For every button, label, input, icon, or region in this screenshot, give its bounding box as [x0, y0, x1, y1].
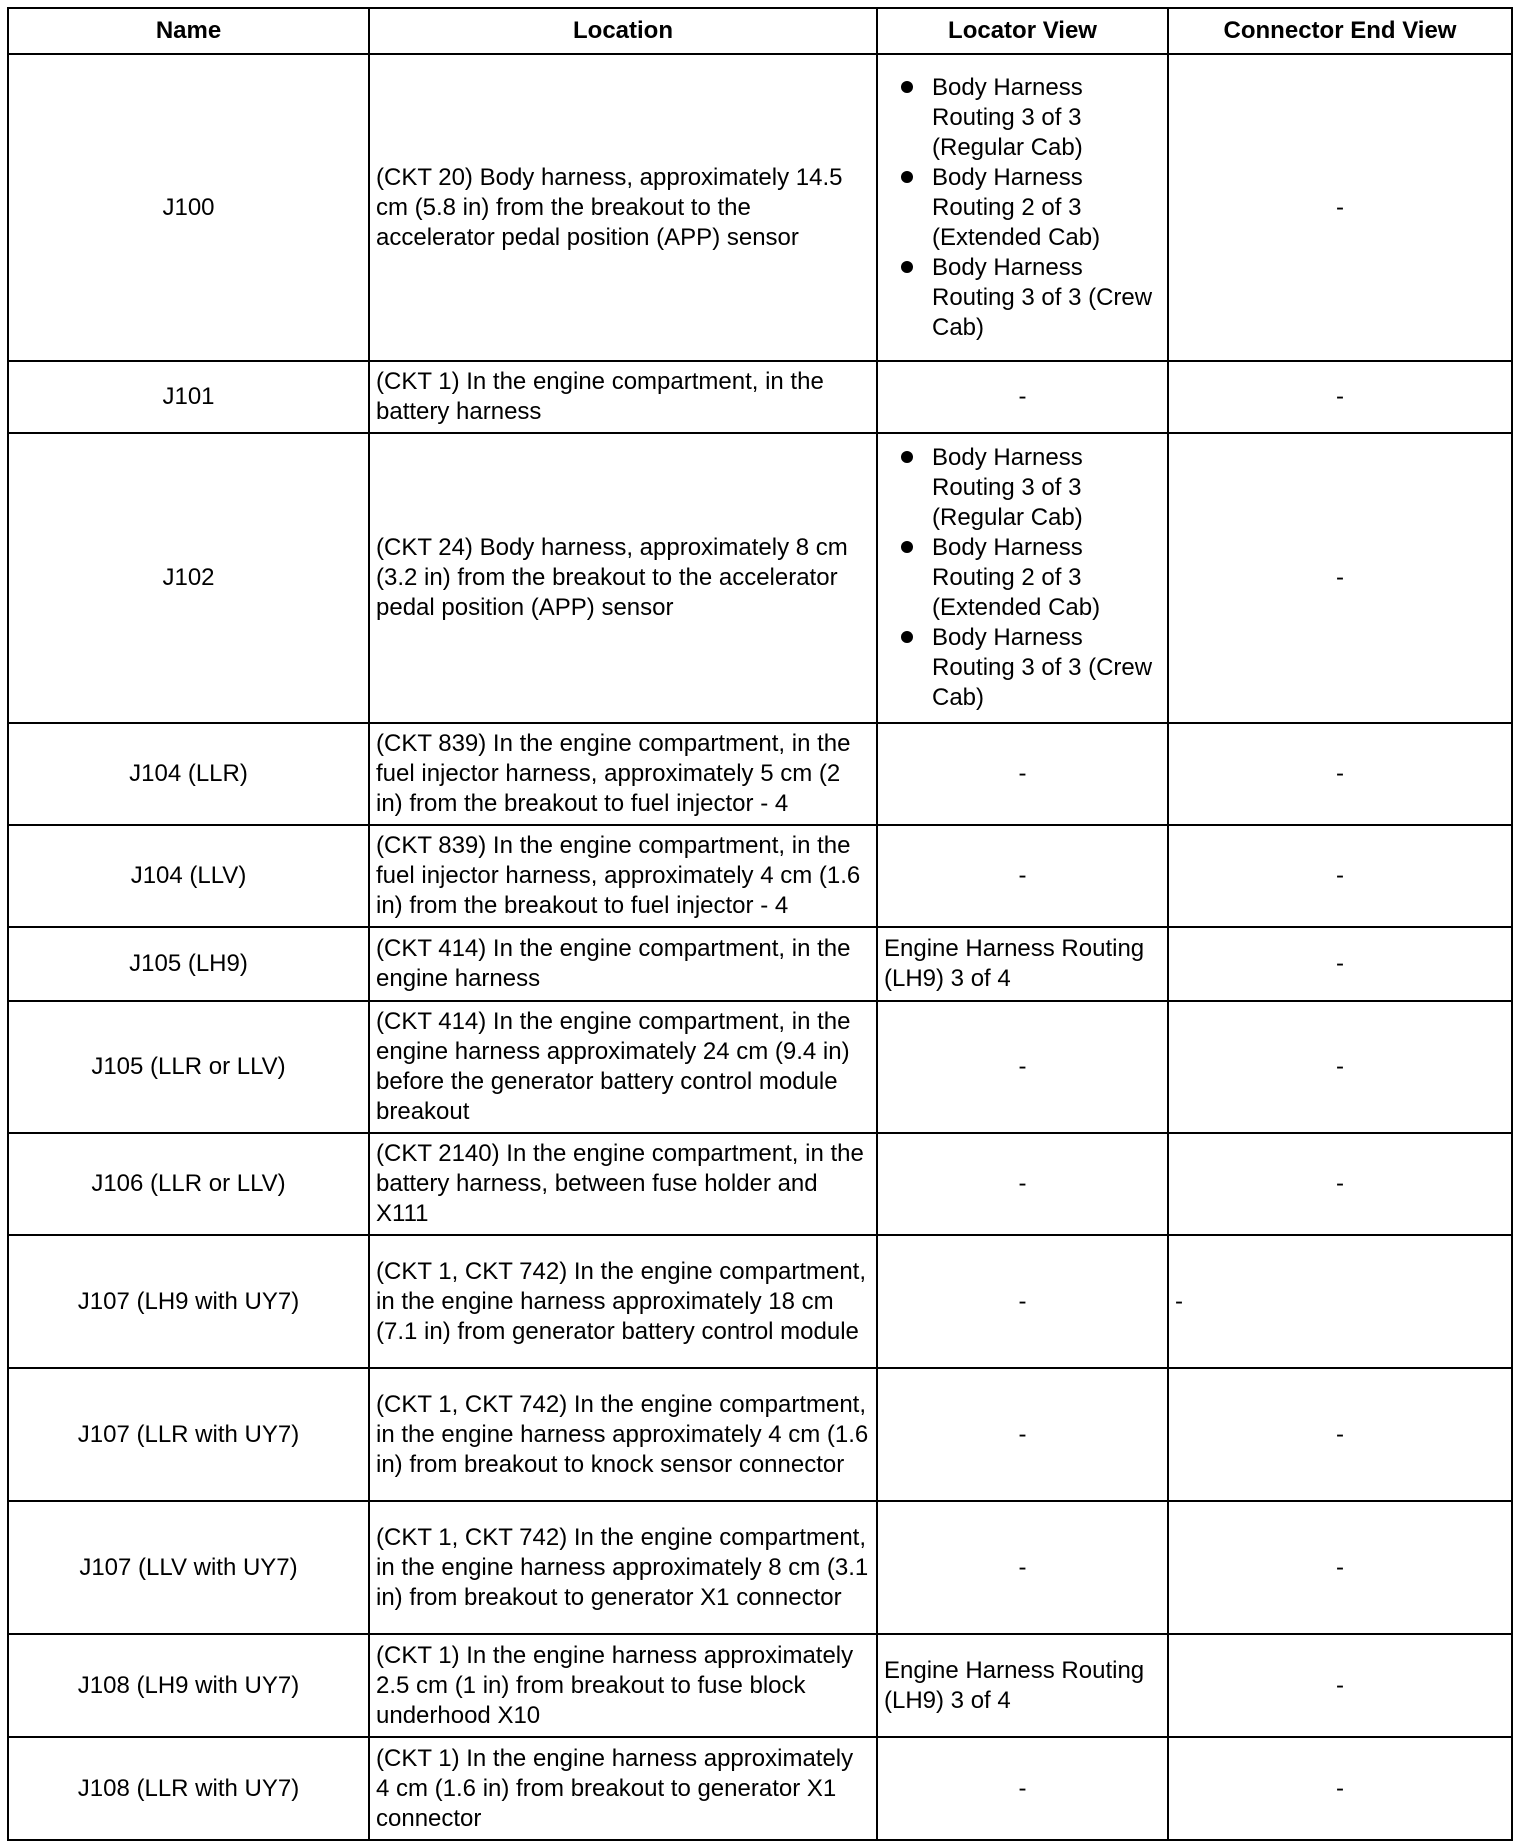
locator-view-link[interactable]: Body Harness Routing 3 of 3 (Crew Cab) — [884, 253, 1161, 343]
row-connector-end-view: - — [1168, 927, 1512, 1001]
table-row — [8, 1368, 1512, 1501]
row-locator-view: - — [877, 1501, 1168, 1634]
row-connector-end-view: - — [1168, 54, 1512, 361]
row-name: J108 (LH9 with UY7) — [8, 1634, 369, 1737]
row-name: J104 (LLV) — [8, 825, 369, 927]
row-locator-view[interactable]: Engine Harness Routing (LH9) 3 of 4 — [877, 1634, 1168, 1737]
row-connector-end-view: - — [1168, 1737, 1512, 1840]
row-connector-end-view: - — [1168, 1001, 1512, 1133]
table-row — [8, 1501, 1512, 1634]
row-name: J107 (LH9 with UY7) — [8, 1235, 369, 1368]
locator-view-link[interactable]: Body Harness Routing 3 of 3 (Regular Cab) — [884, 443, 1161, 533]
row-locator-view: - — [877, 361, 1168, 433]
locator-view-link[interactable]: Body Harness Routing 2 of 3 (Extended Cab) — [884, 533, 1161, 623]
row-name: J107 (LLR with UY7) — [8, 1368, 369, 1501]
row-connector-end-view: - — [1168, 723, 1512, 825]
row-name: J105 (LLR or LLV) — [8, 1001, 369, 1133]
row-location: (CKT 2140) In the engine compartment, in the battery harness, between fuse holder and X111 — [369, 1133, 877, 1235]
locator-view-list — [884, 443, 1161, 713]
table-row — [8, 1235, 1512, 1368]
row-name: J101 — [8, 361, 369, 433]
row-name: J106 (LLR or LLV) — [8, 1133, 369, 1235]
row-locator-view[interactable]: Engine Harness Routing (LH9) 3 of 4 — [877, 927, 1168, 1001]
table-row — [8, 1737, 1512, 1840]
row-location: (CKT 839) In the engine compartment, in the fuel injector harness, approximately 5 cm (2 in) from the breakout to fuel injector - 4 — [369, 723, 877, 825]
row-name: J107 (LLV with UY7) — [8, 1501, 369, 1634]
row-name: J105 (LH9) — [8, 927, 369, 1001]
header-location: Location — [369, 8, 877, 54]
table-row — [8, 54, 1512, 361]
bullet-icon — [901, 81, 913, 93]
row-connector-end-view: - — [1168, 1501, 1512, 1634]
row-name: J102 — [8, 433, 369, 723]
bullet-icon — [901, 261, 913, 273]
splice-location-table — [7, 7, 1513, 1841]
row-location: (CKT 1, CKT 742) In the engine compartment, in the engine harness approximately 8 cm (3.1 in) from breakout to generator X1 connector — [369, 1501, 877, 1634]
row-connector-end-view: - — [1168, 1634, 1512, 1737]
locator-view-link[interactable]: Body Harness Routing 3 of 3 (Regular Cab) — [884, 73, 1161, 163]
row-name: J100 — [8, 54, 369, 361]
row-locator-view: - — [877, 1001, 1168, 1133]
row-locator-view — [877, 433, 1168, 723]
locator-view-list — [884, 73, 1161, 343]
row-connector-end-view: - — [1168, 825, 1512, 927]
row-location: (CKT 1) In the engine harness approximately 2.5 cm (1 in) from breakout to fuse block underhood X10 — [369, 1634, 877, 1737]
row-location: (CKT 24) Body harness, approximately 8 cm (3.2 in) from the breakout to the accelerator pedal position (APP) sensor — [369, 433, 877, 723]
row-location: (CKT 1) In the engine harness approximately 4 cm (1.6 in) from breakout to generator X1 connector — [369, 1737, 877, 1840]
header-connector-end-view: Connector End View — [1168, 8, 1512, 54]
row-name: J104 (LLR) — [8, 723, 369, 825]
row-locator-view — [877, 54, 1168, 361]
header-locator-view: Locator View — [877, 8, 1168, 54]
row-location: (CKT 1, CKT 742) In the engine compartment, in the engine harness approximately 4 cm (1.6 in) from breakout to knock sensor connector — [369, 1368, 877, 1501]
table-row — [8, 927, 1512, 1001]
locator-view-link[interactable]: Body Harness Routing 2 of 3 (Extended Cab) — [884, 163, 1161, 253]
bullet-icon — [901, 171, 913, 183]
row-connector-end-view: - — [1168, 1368, 1512, 1501]
row-locator-view: - — [877, 723, 1168, 825]
row-locator-view: - — [877, 1368, 1168, 1501]
row-location: (CKT 414) In the engine compartment, in the engine harness approximately 24 cm (9.4 in) before the generator battery control module breakout — [369, 1001, 877, 1133]
locator-view-link[interactable]: Body Harness Routing 3 of 3 (Crew Cab) — [884, 623, 1161, 713]
row-locator-view: - — [877, 1133, 1168, 1235]
bullet-icon — [901, 451, 913, 463]
row-connector-end-view: - — [1168, 1235, 1512, 1368]
bullet-icon — [901, 631, 913, 643]
row-locator-view: - — [877, 1235, 1168, 1368]
row-locator-view: - — [877, 1737, 1168, 1840]
row-connector-end-view: - — [1168, 433, 1512, 723]
table-row — [8, 1001, 1512, 1133]
table-row — [8, 1133, 1512, 1235]
row-connector-end-view: - — [1168, 1133, 1512, 1235]
row-location: (CKT 20) Body harness, approximately 14.5 cm (5.8 in) from the breakout to the accelerator pedal position (APP) sensor — [369, 54, 877, 361]
row-connector-end-view: - — [1168, 361, 1512, 433]
row-name: J108 (LLR with UY7) — [8, 1737, 369, 1840]
table-row — [8, 361, 1512, 433]
header-name: Name — [8, 8, 369, 54]
table-row — [8, 1634, 1512, 1737]
row-location: (CKT 414) In the engine compartment, in the engine harness — [369, 927, 877, 1001]
row-location: (CKT 1, CKT 742) In the engine compartment, in the engine harness approximately 18 cm (7.1 in) from generator battery control module — [369, 1235, 877, 1368]
table-row — [8, 433, 1512, 723]
table-row — [8, 825, 1512, 927]
table-row — [8, 723, 1512, 825]
row-locator-view: - — [877, 825, 1168, 927]
row-location: (CKT 839) In the engine compartment, in the fuel injector harness, approximately 4 cm (1.6 in) from the breakout to fuel injector - 4 — [369, 825, 877, 927]
header-row — [8, 8, 1512, 54]
row-location: (CKT 1) In the engine compartment, in the battery harness — [369, 361, 877, 433]
bullet-icon — [901, 541, 913, 553]
